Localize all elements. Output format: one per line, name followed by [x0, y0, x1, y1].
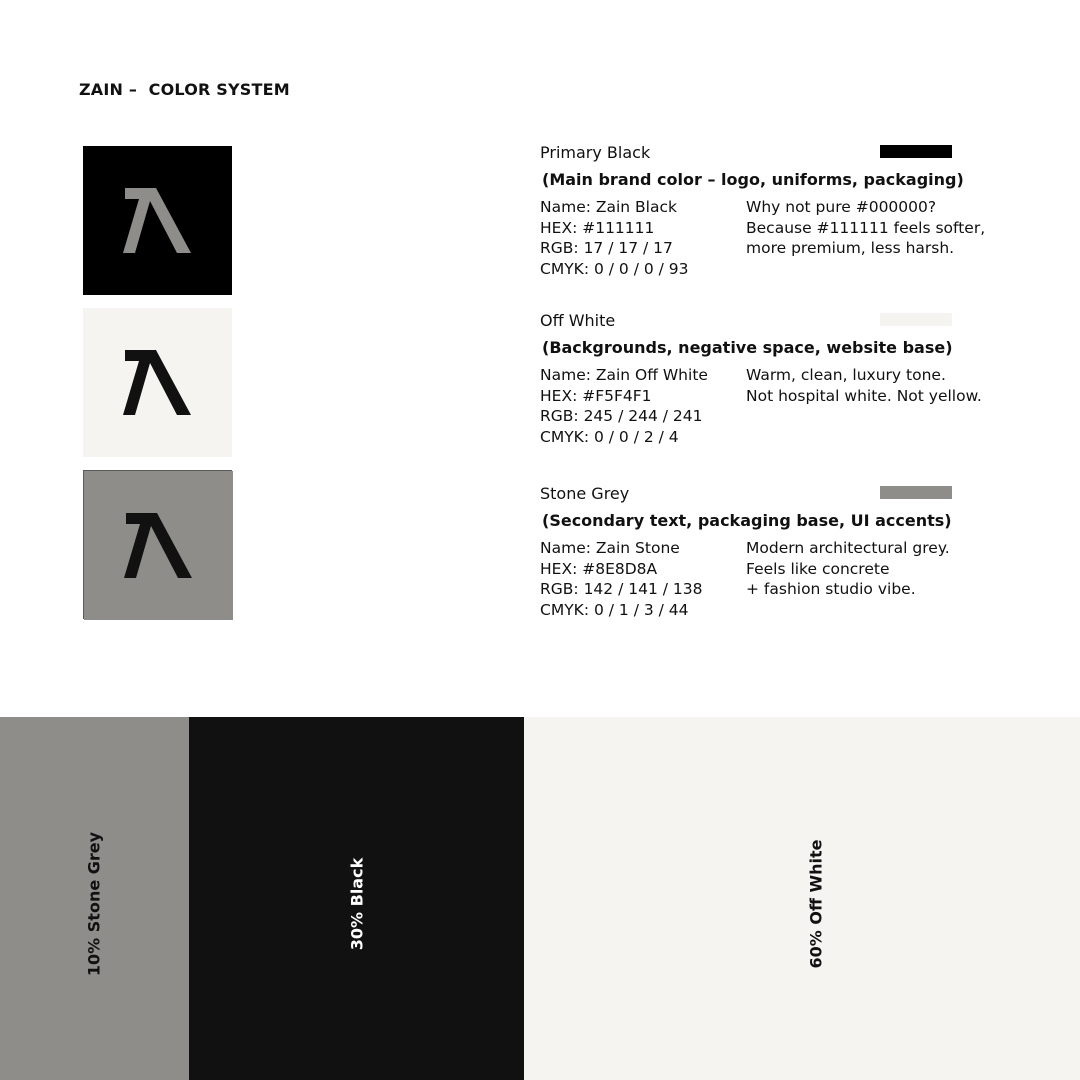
ratio-band-black [189, 717, 524, 1080]
spec-cmyk: CMYK: 0 / 1 / 3 / 44 [540, 600, 689, 619]
ratio-label: 10% Stone Grey [84, 831, 104, 977]
note-line: + fashion studio vibe. [746, 580, 916, 598]
swatch-tile-off-white [83, 308, 232, 457]
ratio-band-off-white [524, 717, 1080, 1080]
spec-name: Name: Zain Stone [540, 539, 680, 557]
ratio-band-stone-grey [0, 717, 189, 1080]
color-name: Off White [540, 311, 616, 330]
page-title: ZAIN – COLOR SYSTEM [79, 80, 290, 99]
note-line: Warm, clean, luxury tone. [746, 366, 946, 384]
color-notes [746, 365, 1036, 406]
ratio-label: 30% Black [347, 857, 367, 951]
color-notes [746, 197, 1036, 259]
spec-cmyk: CMYK: 0 / 0 / 2 / 4 [540, 427, 679, 446]
color-block-stone-grey [540, 484, 1040, 619]
spec-hex: HEX: #8E8D8A [540, 559, 658, 578]
spec-cmyk: CMYK: 0 / 0 / 0 / 93 [540, 259, 689, 278]
color-name: Stone Grey [540, 484, 630, 503]
color-bar [880, 145, 952, 158]
color-name: Primary Black [540, 143, 651, 162]
color-bar [880, 486, 952, 499]
note-line: Because #111111 feels softer, [746, 218, 986, 237]
color-usage: (Backgrounds, negative space, website base) [542, 338, 953, 357]
spec-rgb: RGB: 245 / 244 / 241 [540, 407, 703, 425]
color-bar [880, 313, 952, 326]
swatch-tile-black [83, 146, 232, 295]
note-line: Not hospital white. Not yellow. [746, 386, 982, 405]
spec-rgb: RGB: 142 / 141 / 138 [540, 580, 703, 598]
spec-name: Name: Zain Black [540, 198, 677, 216]
swatch-tile-stone-grey [83, 470, 232, 619]
ratio-label: 60% Off White [806, 839, 826, 969]
color-usage: (Main brand color – logo, uniforms, packaging) [542, 170, 964, 189]
spec-hex: HEX: #F5F4F1 [540, 386, 652, 405]
color-usage: (Secondary text, packaging base, UI accents) [542, 511, 952, 530]
note-line: Modern architectural grey. [746, 539, 950, 557]
lambda-mark-icon [83, 308, 232, 457]
color-block-primary-black [540, 143, 1040, 278]
color-block-off-white [540, 311, 1040, 446]
note-line: Feels like concrete [746, 559, 890, 578]
note-line: Why not pure #000000? [746, 198, 937, 216]
color-specs [540, 197, 740, 279]
spec-hex: HEX: #111111 [540, 218, 655, 237]
lambda-mark-icon [84, 471, 233, 620]
note-line: more premium, less harsh. [746, 239, 955, 257]
color-specs [540, 538, 740, 620]
color-notes [746, 538, 1036, 600]
color-specs [540, 365, 740, 447]
spec-name: Name: Zain Off White [540, 366, 708, 384]
lambda-mark-icon [83, 146, 232, 295]
spec-rgb: RGB: 17 / 17 / 17 [540, 239, 673, 257]
